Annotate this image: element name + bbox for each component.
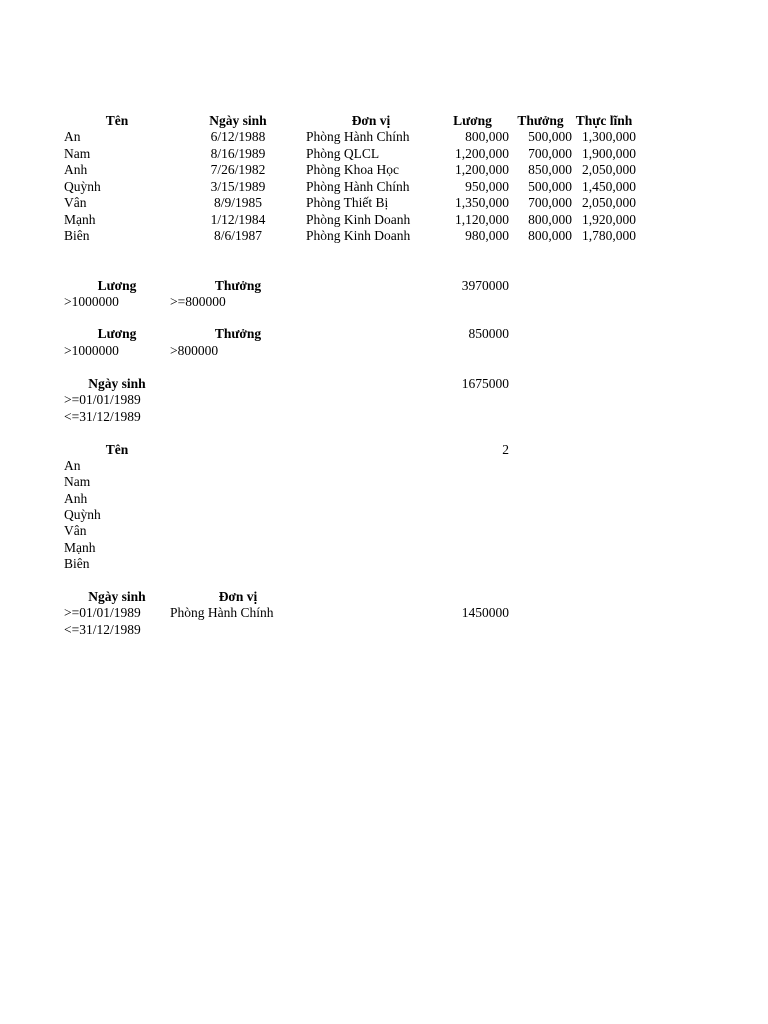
cell-name[interactable]: Vân [64,195,87,210]
header-net[interactable]: Thực lĩnh [575,113,633,128]
table-row [0,212,768,228]
cell-bonus[interactable]: 700,000 [528,195,572,210]
cell-bonus[interactable]: 800,000 [528,212,572,227]
table-row [0,179,768,195]
cell-name[interactable]: Quỳnh [64,179,101,194]
criteria1-header-salary[interactable]: Lương [97,278,137,293]
cell-net[interactable]: 1,900,000 [582,146,636,161]
cell-unit[interactable]: Phòng Hành Chính [306,129,410,144]
table-row [0,162,768,178]
criteria4-header-name[interactable]: Tên [105,442,129,457]
cell-salary[interactable]: 1,200,000 [455,146,509,161]
criteria4-name-row [0,523,768,539]
criteria2-header-row [0,326,768,342]
cell-net[interactable]: 2,050,000 [582,162,636,177]
cell-salary[interactable]: 950,000 [465,179,509,194]
cell-salary[interactable]: 800,000 [465,129,509,144]
criteria4-name[interactable]: Mạnh [64,540,96,555]
criteria5-header-row [0,589,768,605]
cell-net[interactable]: 1,920,000 [582,212,636,227]
criteria3-cond-from[interactable]: >=01/01/1989 [64,392,141,407]
criteria5-header-unit[interactable]: Đơn vị [218,589,258,604]
criteria3-result[interactable]: 1675000 [461,376,509,391]
cell-unit[interactable]: Phòng Kinh Doanh [306,228,411,243]
criteria1-cond-bonus[interactable]: >=800000 [170,294,226,309]
criteria3-condition-row [0,409,768,425]
cell-net[interactable]: 1,780,000 [582,228,636,243]
criteria5-cond-unit[interactable]: Phòng Hành Chính [170,605,274,620]
criteria5-cond-from[interactable]: >=01/01/1989 [64,605,141,620]
cell-dob[interactable]: 8/16/1989 [210,146,266,161]
criteria4-name-row [0,540,768,556]
criteria5-condition-row [0,622,768,638]
cell-dob[interactable]: 6/12/1988 [210,129,266,144]
cell-salary[interactable]: 980,000 [465,228,509,243]
header-name[interactable]: Tên [105,113,129,128]
criteria2-condition-row [0,343,768,359]
criteria1-result[interactable]: 3970000 [461,278,509,293]
criteria2-cond-bonus[interactable]: >800000 [170,343,219,358]
cell-net[interactable]: 1,300,000 [582,129,636,144]
cell-dob[interactable]: 8/9/1985 [213,195,262,210]
criteria4-name[interactable]: Anh [64,491,88,506]
cell-unit[interactable]: Phòng QLCL [306,146,380,161]
cell-unit[interactable]: Phòng Kinh Doanh [306,212,411,227]
criteria2-header-bonus[interactable]: Thưởng [214,326,262,341]
criteria2-header-salary[interactable]: Lương [97,326,137,341]
cell-unit[interactable]: Phòng Thiết Bị [306,195,389,210]
criteria5-header-dob[interactable]: Ngày sinh [88,589,146,604]
table-row [0,129,768,145]
table-header-row [0,113,768,129]
cell-dob[interactable]: 7/26/1982 [210,162,266,177]
header-bonus[interactable]: Thưởng [517,113,564,128]
cell-dob[interactable]: 1/12/1984 [210,212,266,227]
header-salary[interactable]: Lương [453,113,492,128]
criteria4-name[interactable]: Vân [64,523,87,538]
cell-bonus[interactable]: 500,000 [528,129,572,144]
cell-dob[interactable]: 8/6/1987 [213,228,262,243]
criteria1-header-row [0,278,768,294]
table-row [0,195,768,211]
criteria3-cond-to[interactable]: <=31/12/1989 [64,409,141,424]
criteria4-name-row [0,507,768,523]
cell-name[interactable]: Nam [64,146,91,161]
criteria4-name-row [0,458,768,474]
cell-bonus[interactable]: 800,000 [528,228,572,243]
criteria5-cond-to[interactable]: <=31/12/1989 [64,622,141,637]
criteria5-condition-row [0,605,768,621]
criteria4-header-row [0,442,768,458]
cell-net[interactable]: 2,050,000 [582,195,636,210]
cell-name[interactable]: Mạnh [64,212,96,227]
criteria4-name-row [0,556,768,572]
cell-name[interactable]: Biên [64,228,90,243]
cell-bonus[interactable]: 700,000 [528,146,572,161]
cell-unit[interactable]: Phòng Khoa Học [306,162,399,177]
criteria1-condition-row [0,294,768,310]
criteria4-name-row [0,491,768,507]
criteria2-result[interactable]: 850000 [468,326,509,341]
cell-salary[interactable]: 1,350,000 [455,195,509,210]
cell-name[interactable]: An [64,129,81,144]
cell-bonus[interactable]: 850,000 [528,162,572,177]
table-row [0,146,768,162]
criteria3-header-row [0,376,768,392]
cell-net[interactable]: 1,450,000 [582,179,636,194]
criteria5-result[interactable]: 1450000 [461,605,509,620]
header-dob[interactable]: Ngày sinh [209,113,267,128]
cell-name[interactable]: Anh [64,162,88,177]
cell-salary[interactable]: 1,120,000 [455,212,509,227]
criteria4-name[interactable]: Quỳnh [64,507,101,522]
criteria4-result[interactable]: 2 [502,442,509,457]
header-unit[interactable]: Đơn vị [351,113,391,128]
criteria1-header-bonus[interactable]: Thưởng [214,278,262,293]
table-row [0,228,768,244]
criteria1-cond-salary[interactable]: >1000000 [64,294,119,309]
criteria3-condition-row [0,392,768,408]
cell-salary[interactable]: 1,200,000 [455,162,509,177]
criteria4-name[interactable]: Nam [64,474,91,489]
criteria2-cond-salary[interactable]: >1000000 [64,343,119,358]
cell-bonus[interactable]: 500,000 [528,179,572,194]
cell-dob[interactable]: 3/15/1989 [210,179,266,194]
criteria3-header-dob[interactable]: Ngày sinh [88,376,146,391]
criteria4-name[interactable]: An [64,458,81,473]
cell-unit[interactable]: Phòng Hành Chính [306,179,410,194]
criteria4-name[interactable]: Biên [64,556,90,571]
criteria4-name-row [0,474,768,490]
